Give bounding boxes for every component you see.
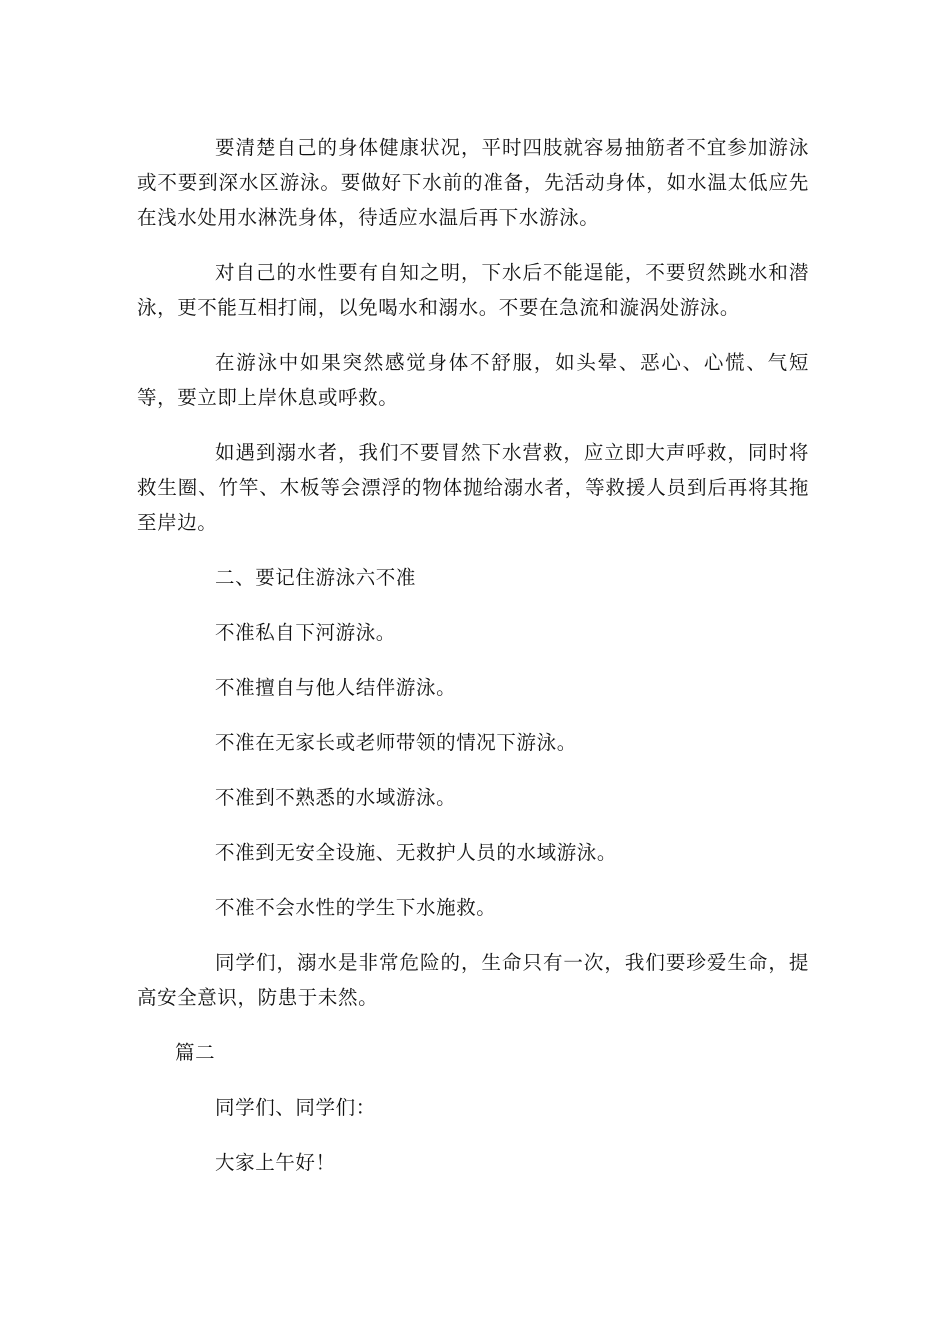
greeting-salutation: 同学们、同学们： <box>215 1096 376 1119</box>
paragraph-conclusion: 同学们，溺水是非常危险的，生命只有一次，我们要珍爱生命，提高安全意识，防患于未然。 <box>137 951 809 1009</box>
paragraph-rescue-advice: 如遇到溺水者，我们不要冒然下水营救，应立即大声呼救，同时将救生圈、竹竿、木板等会漂浮的物体抛给溺水者，等救援人员到后再将其拖至岸边。 <box>137 441 809 534</box>
rule-item-5: 不准到无安全设施、无救护人员的水域游泳。 <box>215 841 618 864</box>
document-body <box>137 130 809 1200</box>
rule-item-6: 不准不会水性的学生下水施救。 <box>215 896 497 919</box>
paragraph-health-status: 要清楚自己的身体健康状况，平时四肢就容易抽筋者不宜参加游泳或不要到深水区游泳。要做好下水前的准备，先活动身体，如水温太低应先在浅水处用水淋洗身体，待适应水温后再下水游泳。 <box>137 136 809 229</box>
rule-item-4: 不准到不熟悉的水域游泳。 <box>215 786 457 809</box>
section-title-part-two: 篇二 <box>175 1041 216 1064</box>
rule-item-2: 不准擅自与他人结伴游泳。 <box>215 676 457 699</box>
rule-item-3: 不准在无家长或老师带领的情况下游泳。 <box>215 731 577 754</box>
greeting-good-morning: 大家上午好！ <box>215 1151 336 1174</box>
section-heading-six-rules: 二、要记住游泳六不准 <box>215 566 417 589</box>
paragraph-know-your-ability: 对自己的水性要有自知之明，下水后不能逞能，不要贸然跳水和潜泳，更不能互相打闹，以免喝水和溺水。不要在急流和漩涡处游泳。 <box>137 261 809 319</box>
paragraph-feel-unwell: 在游泳中如果突然感觉身体不舒服，如头晕、恶心、心慌、气短等，要立即上岸休息或呼救。 <box>137 351 809 409</box>
rule-item-1: 不准私自下河游泳。 <box>215 621 396 644</box>
